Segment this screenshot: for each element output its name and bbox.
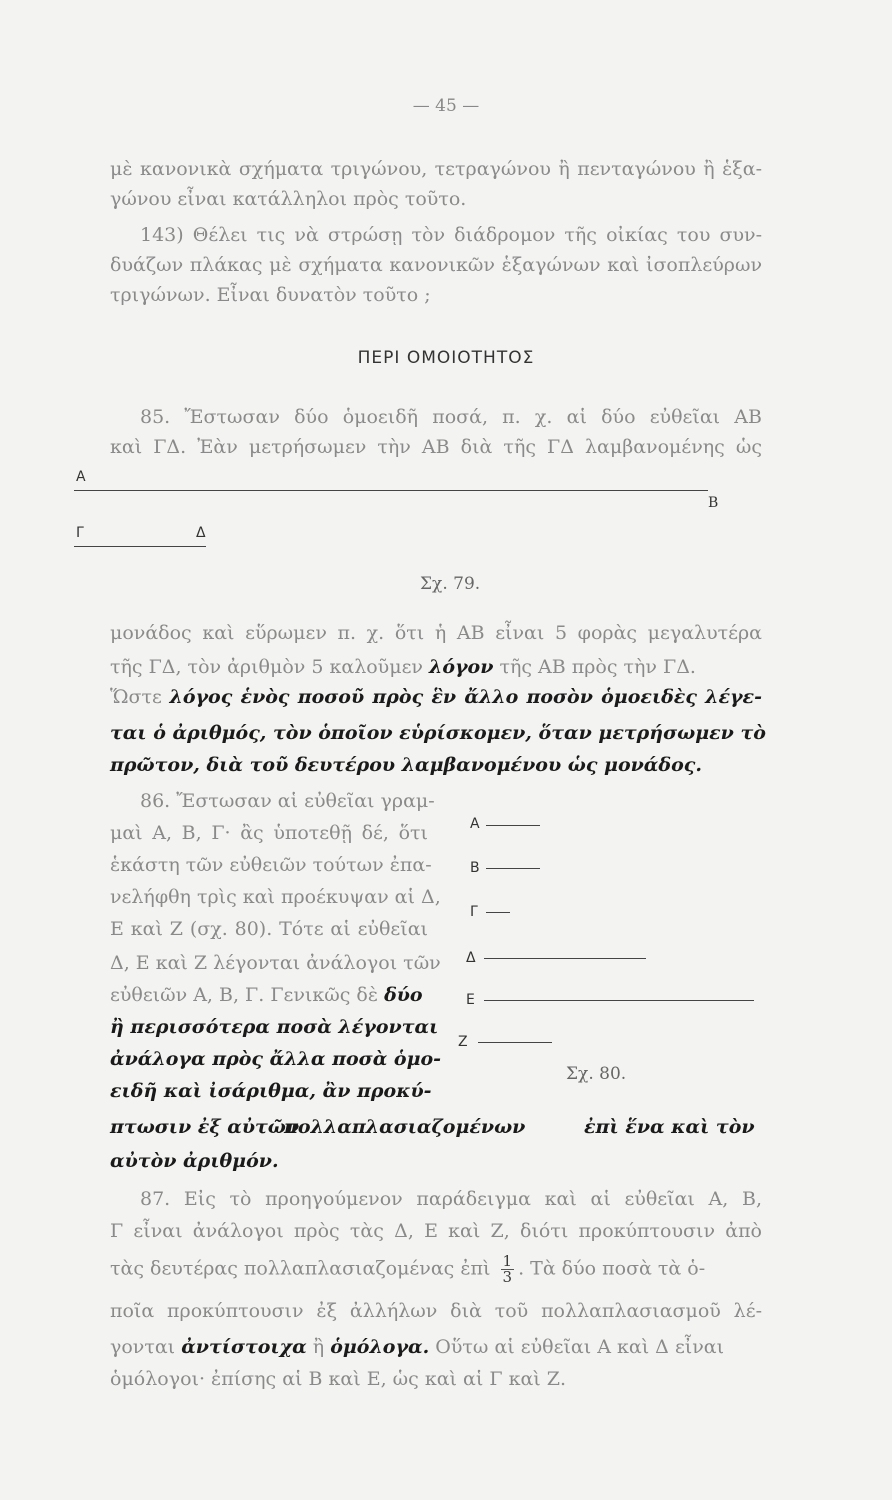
definition-text: λόγος ἑνὸς ποσοῦ πρὸς ἓν ἄλλο ποσὸν ὁμοειδὲς λέγε- xyxy=(169,686,762,708)
definition-text: πολλαπλασιαζομένων xyxy=(284,1116,526,1138)
text-line: δυάζων πλάκας μὲ σχήματα κανονικῶν ἑξαγώνων καὶ ἰσοπλεύρων xyxy=(110,254,762,276)
segment-d xyxy=(484,958,646,959)
figure-label-g: Γ xyxy=(470,904,478,920)
text-run: τῆς ΓΔ, τὸν ἀριθμὸν 5 καλοῦμεν xyxy=(110,656,430,678)
text-run: τῆς ΑΒ πρὸς τὴν ΓΔ. xyxy=(493,656,696,678)
bold-term-logos: λόγον xyxy=(429,656,494,678)
segment-gd xyxy=(74,546,206,547)
fraction-denominator: 3 xyxy=(502,1268,513,1286)
figure-label-d: Δ xyxy=(196,525,206,541)
definition-text: ἐπὶ ἕνα καὶ τὸν xyxy=(584,1116,755,1138)
segment-e xyxy=(484,1000,754,1001)
definition-text: ειδῆ καὶ ἰσάριθμα, ἂν προκύ- xyxy=(110,1080,432,1102)
text-line xyxy=(110,1254,762,1285)
definition-text: δύο xyxy=(384,984,423,1006)
text-line xyxy=(110,684,762,710)
bold-term-antistoicha: ἀντίστοιχα xyxy=(181,1336,307,1358)
segment-b xyxy=(486,868,540,869)
text-line: Γ εἶναι ἀνάλογοι πρὸς τὰς Δ, Ε καὶ Ζ, διότι προκύπτουσιν ἀπὸ xyxy=(110,1220,762,1242)
definition-text: ται ὁ ἀριθμός, τὸν ὁποῖον εὑρίσκομεν, ὅταν μετρήσωμεν τὸ xyxy=(110,722,766,744)
section-heading: ΠΕΡΙ ΟΜΟΙΟΤΗΤΟΣ xyxy=(357,348,535,368)
text-line: καὶ ΓΔ. Ἐὰν μετρήσωμεν τὴν ΑΒ διὰ τῆς ΓΔ λαμβανομένης ὡς xyxy=(110,436,762,458)
text-run: ἢ xyxy=(306,1336,331,1358)
text-line: μαὶ Α, Β, Γ· ἂς ὑποτεθῇ δέ, ὅτι xyxy=(110,822,428,844)
figure-label-g: Γ xyxy=(76,525,84,541)
text-line: γώνου εἶναι κατάλληλοι πρὸς τοῦτο. xyxy=(110,188,467,210)
segment-z xyxy=(478,1042,552,1043)
figure-label-e: Ε xyxy=(466,992,475,1008)
segment-ab xyxy=(74,490,708,491)
segment-g xyxy=(486,912,510,913)
text-line: 85. Ἔστωσαν δύο ὁμοειδῆ ποσά, π. χ. αἱ δύο εὐθεῖαι ΑΒ xyxy=(140,406,762,428)
text-line: μὲ κανονικὰ σχήματα τριγώνου, τετραγώνου ἢ πενταγώνου ἢ ἑξα- xyxy=(110,158,762,180)
text-run: γονται xyxy=(110,1336,182,1358)
figure-label-b: Β xyxy=(470,860,480,876)
text-run: εὐθειῶν Α, Β, Γ. Γενικῶς δὲ xyxy=(110,984,385,1006)
figure-caption: Σχ. 79. xyxy=(420,574,481,594)
text-line: ὁμόλογοι· ἐπίσης αἱ Β καὶ Ε, ὡς καὶ αἱ Γ καὶ Ζ. xyxy=(110,1368,567,1390)
figure-label-d: Δ xyxy=(466,950,476,966)
text-line: Δ, Ε καὶ Ζ λέγονται ἀνάλογοι τῶν xyxy=(110,952,441,974)
text-line: ποῖα προκύπτουσιν ἐξ ἀλλήλων διὰ τοῦ πολλαπλασιασμοῦ λέ- xyxy=(110,1300,762,1322)
segment-a xyxy=(486,825,540,826)
text-run: Ὥστε xyxy=(110,686,170,708)
text-line: μονάδος καὶ εὕρωμεν π. χ. ὅτι ἡ ΑΒ εἶναι 5 φορὰς μεγαλυτέρα xyxy=(110,622,762,644)
fraction-one-third xyxy=(501,1254,515,1285)
text-line: ἑκάστη τῶν εὐθειῶν τούτων ἐπα- xyxy=(110,854,432,876)
text-line xyxy=(110,654,762,680)
figure-label-z: Ζ xyxy=(458,1034,468,1050)
figure-label-a: Α xyxy=(470,816,480,832)
text-run: . Τὰ δύο ποσὰ τὰ ὁ- xyxy=(518,1257,706,1280)
definition-text: αὐτὸν ἀριθμόν. xyxy=(110,1150,279,1172)
text-run: τὰς δευτέρας πολλαπλασιαζομένας ἐπὶ xyxy=(110,1257,491,1280)
text-line: 86. Ἔστωσαν αἱ εὐθεῖαι γραμ- xyxy=(140,790,435,812)
figure-caption: Σχ. 80. xyxy=(566,1064,627,1084)
text-line: Ε καὶ Ζ (σχ. 80). Τότε αἱ εὐθεῖαι xyxy=(110,918,428,940)
text-line: τριγώνων. Εἶναι δυνατὸν τοῦτο ; xyxy=(110,284,431,306)
text-line: 87. Εἰς τὸ προηγούμενον παράδειγμα καὶ αἱ εὐθεῖαι Α, Β, xyxy=(140,1188,762,1210)
text-line: νελήφθη τρὶς καὶ προέκυψαν αἱ Δ, xyxy=(110,886,441,908)
definition-text: πτωσιν ἐξ αὐτῶν xyxy=(110,1116,300,1138)
definition-text: ἀνάλογα πρὸς ἄλλα ποσὰ ὁμο- xyxy=(110,1048,442,1070)
definition-text: πρῶτον, διὰ τοῦ δευτέρου λαμβανομένου ὡς μονάδος. xyxy=(110,754,702,776)
definition-text: ἢ περισσότερα ποσὰ λέγονται xyxy=(110,1016,439,1038)
text-line: 143) Θέλει τις νὰ στρώσῃ τὸν διάδρομον τῆς οἰκίας του συν- xyxy=(140,224,762,246)
text-line xyxy=(110,982,428,1008)
text-line xyxy=(110,1334,762,1360)
bold-term-homologa: ὁμόλογα. xyxy=(330,1336,430,1358)
fraction-numerator: 1 xyxy=(502,1252,513,1270)
figure-label-a: Α xyxy=(76,469,86,485)
text-run: Οὕτω αἱ εὐθεῖαι Α καὶ Δ εἶναι xyxy=(429,1336,725,1358)
figure-label-b: Β xyxy=(708,495,719,511)
page-number: — 45 — xyxy=(412,96,480,116)
